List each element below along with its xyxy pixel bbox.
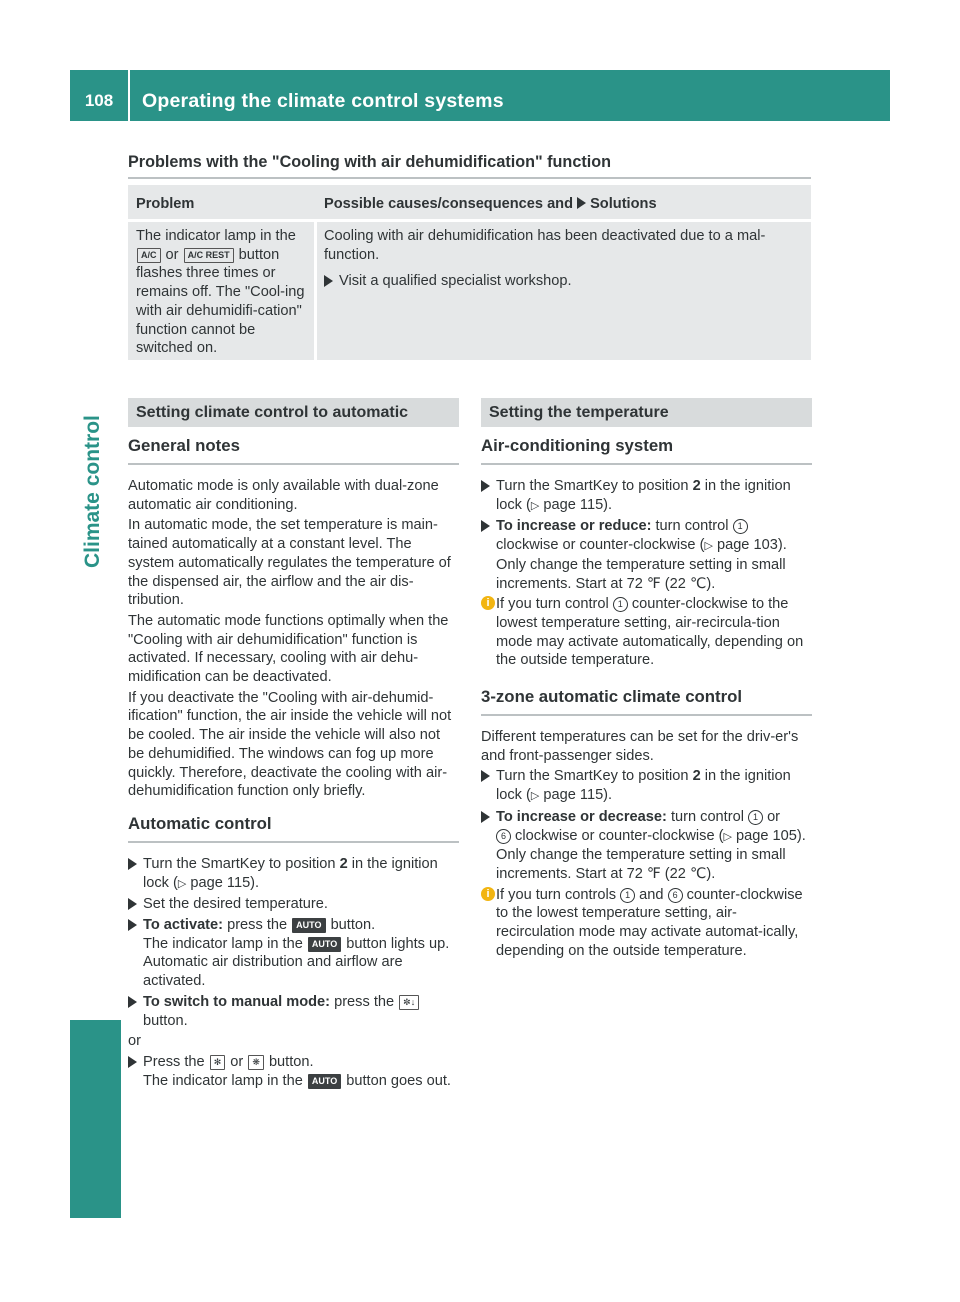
paragraph: If you deactivate the "Cooling with air-dehumid-ification" function, the air inside the vehicle will not be cooled. The air inside the vehicle will also not be dehumidified. The windows can fog up more quickly. Therefore, deactivate the cooling with air-dehumidification function only briefly. (128, 689, 452, 800)
solution-text: Visit a qualified specialist workshop. (339, 273, 572, 290)
auto-button-icon: AUTO (308, 937, 341, 952)
table-row (128, 222, 811, 360)
problem-cell (136, 227, 314, 358)
section-heading: Setting the temperature (481, 398, 812, 427)
auto-button-icon: AUTO (308, 1074, 341, 1089)
problem-text-a: The indicator lamp in the (136, 228, 296, 244)
arrow-right-icon (128, 858, 137, 870)
step-text: button. (264, 1053, 314, 1070)
step-text: press the (330, 993, 399, 1010)
chapter-title: Operating the climate control systems (142, 90, 504, 112)
control-6-icon: 6 (496, 829, 511, 844)
right-column (481, 398, 812, 962)
info-note (481, 886, 812, 961)
cause-text: Cooling with air dehumidification has been deactivated due to a mal-function. (324, 228, 766, 263)
or-text: or (128, 1033, 141, 1050)
step (481, 808, 812, 884)
step-text: or (226, 1053, 248, 1070)
step-text: page 103). (712, 537, 787, 554)
arrow-right-icon (128, 996, 137, 1008)
step-text: clockwise or counter-clockwise ( (496, 537, 705, 554)
arrow-right-icon (481, 480, 490, 492)
control-6-icon: 6 (668, 888, 683, 903)
header-divider (128, 70, 130, 121)
ac-rest-button-icon: A/C REST (184, 248, 234, 263)
arrow-right-icon (577, 197, 586, 209)
cause-cell (324, 227, 808, 293)
info-text: counter-clockwise to the lowest temperature setting, air-recircula-tion mode may activate automatically, depending on the outside temperature. (496, 596, 804, 669)
step-text: Only change the temperature setting in small increments. Start at 72 ℉ (22 ℃). (496, 556, 786, 592)
step-text: The indicator lamp in the (143, 1072, 307, 1089)
step-text: button. (326, 917, 376, 934)
info-note (481, 595, 812, 670)
paragraph: Different temperatures can be set for the driv-er's and front-passenger sides. (481, 729, 799, 764)
step (128, 895, 459, 914)
step-text: Turn the SmartKey to position (496, 768, 693, 785)
arrow-right-icon (324, 275, 333, 287)
step-text: turn control (666, 808, 749, 825)
step (481, 477, 812, 515)
automatic-control-heading: Automatic control (128, 813, 459, 843)
step-text: page 115). (539, 496, 613, 513)
fan-low-button-icon: ✻ (210, 1055, 226, 1070)
step (128, 993, 459, 1030)
step-label: To increase or decrease: (496, 808, 667, 825)
page-ref-icon: ▷ (530, 790, 540, 803)
page-ref-icon: ▷ (530, 499, 540, 512)
info-text: counter-clockwise to the lowest temperature setting, air-recirculation mode may activate automat-ically, depending on the outside temperature. (496, 886, 803, 959)
step-text: button. (143, 1012, 188, 1029)
step (481, 767, 812, 805)
arrow-right-icon (128, 919, 137, 931)
paragraph: In automatic mode, the set temperature is main-tained automatically at a constant level. The system automatically regulates the temperature of the dispensed air, the airflow and the air dis-tribution. (128, 517, 451, 609)
arrow-right-icon (481, 770, 490, 782)
column-header-problem: Problem (136, 196, 195, 212)
step-text: page 105). (731, 827, 806, 844)
step-text: clockwise or counter-clockwise ( (511, 827, 724, 844)
side-section-label (82, 370, 112, 570)
step-label: To activate: (143, 917, 224, 934)
control-1-icon: 1 (613, 597, 628, 612)
problem-text-b: button flashes three times or remains off. The "Cool-ing with air dehumidifi-cation" function cannot be switched on. (136, 246, 305, 357)
page-ref-icon: ▷ (704, 540, 713, 553)
step (128, 1053, 459, 1090)
step-text: button goes out. (342, 1072, 451, 1089)
step (128, 855, 459, 893)
info-text: If you turn controls (496, 886, 621, 903)
control-1-icon: 1 (748, 810, 763, 825)
ac-button-icon: A/C (137, 248, 161, 263)
arrow-right-icon (481, 811, 490, 823)
step-text: in the ignition lock ( (496, 478, 791, 513)
column-divider (314, 222, 317, 360)
column-header-causes-text: Possible causes/consequences and (324, 196, 578, 212)
info-icon: i (481, 596, 495, 610)
step-label: To switch to manual mode: (143, 993, 331, 1010)
column-header-causes (324, 195, 657, 214)
step-text: or (763, 808, 781, 825)
page-number: 108 (84, 91, 114, 110)
step (481, 517, 812, 593)
paragraph: Automatic mode is only available with dual-zone automatic air conditioning. (128, 478, 439, 513)
position-value: 2 (692, 768, 701, 785)
side-label-text: Climate control (81, 415, 104, 568)
step-text: Turn the SmartKey to position (143, 855, 340, 872)
step-text: press the (223, 917, 292, 934)
step-text: Press the (143, 1053, 209, 1070)
step-text: turn control (651, 518, 733, 535)
step-text: page 115). (539, 787, 613, 804)
step-text: The indicator lamp in the (143, 935, 307, 952)
page-ref-icon: ▷ (723, 830, 732, 843)
step-text: Turn the SmartKey to position (496, 478, 693, 494)
three-zone-heading: 3-zone automatic climate control (481, 686, 812, 716)
general-notes-heading: General notes (128, 435, 459, 465)
problem-or: or (161, 246, 183, 263)
info-icon: i (481, 887, 495, 901)
problems-title: Problems with the "Cooling with air dehumidification" function (128, 153, 611, 171)
arrow-right-icon (128, 1056, 137, 1068)
table-header (128, 185, 811, 219)
position-value: 2 (339, 855, 348, 872)
fan-high-button-icon: ❋ (248, 1055, 264, 1070)
side-thumb-tab (70, 1020, 121, 1218)
solution-step (324, 272, 808, 291)
section-heading: Setting climate control to automatic (128, 398, 459, 427)
step-label: To increase or reduce: (496, 518, 652, 535)
step-text: Set the desired temperature. (143, 896, 328, 913)
page-ref-icon: ▷ (177, 877, 187, 890)
column-header-solutions-text: Solutions (590, 196, 657, 212)
control-1-icon: 1 (620, 888, 635, 903)
step-text: in the ignition lock ( (143, 855, 438, 891)
step-text: page 115). (186, 874, 260, 891)
air-conditioning-heading: Air-conditioning system (481, 435, 812, 465)
title-rule (128, 177, 811, 179)
step-text: button lights up. Automatic air distribution and airflow are activated. (143, 935, 450, 990)
airflow-button-icon: ✼↓ (399, 995, 419, 1010)
paragraph: The automatic mode functions optimally when the "Cooling with air dehumidification" function is activated. If necessary, cooling with air dehu-midification can be deactivated. (128, 612, 449, 686)
control-1-icon: 1 (733, 519, 748, 534)
arrow-right-icon (481, 520, 490, 532)
left-column (128, 398, 459, 1092)
auto-button-icon: AUTO (292, 918, 325, 933)
step (128, 916, 459, 991)
step-text: Only change the temperature setting in small increments. Start at 72 ℉ (22 ℃). (496, 847, 786, 882)
page-header (70, 70, 890, 121)
info-text: and (635, 886, 668, 903)
info-text: If you turn control (496, 596, 613, 613)
position-value: 2 (692, 478, 701, 494)
step-text: in the ignition lock ( (496, 768, 791, 804)
arrow-right-icon (128, 898, 137, 910)
